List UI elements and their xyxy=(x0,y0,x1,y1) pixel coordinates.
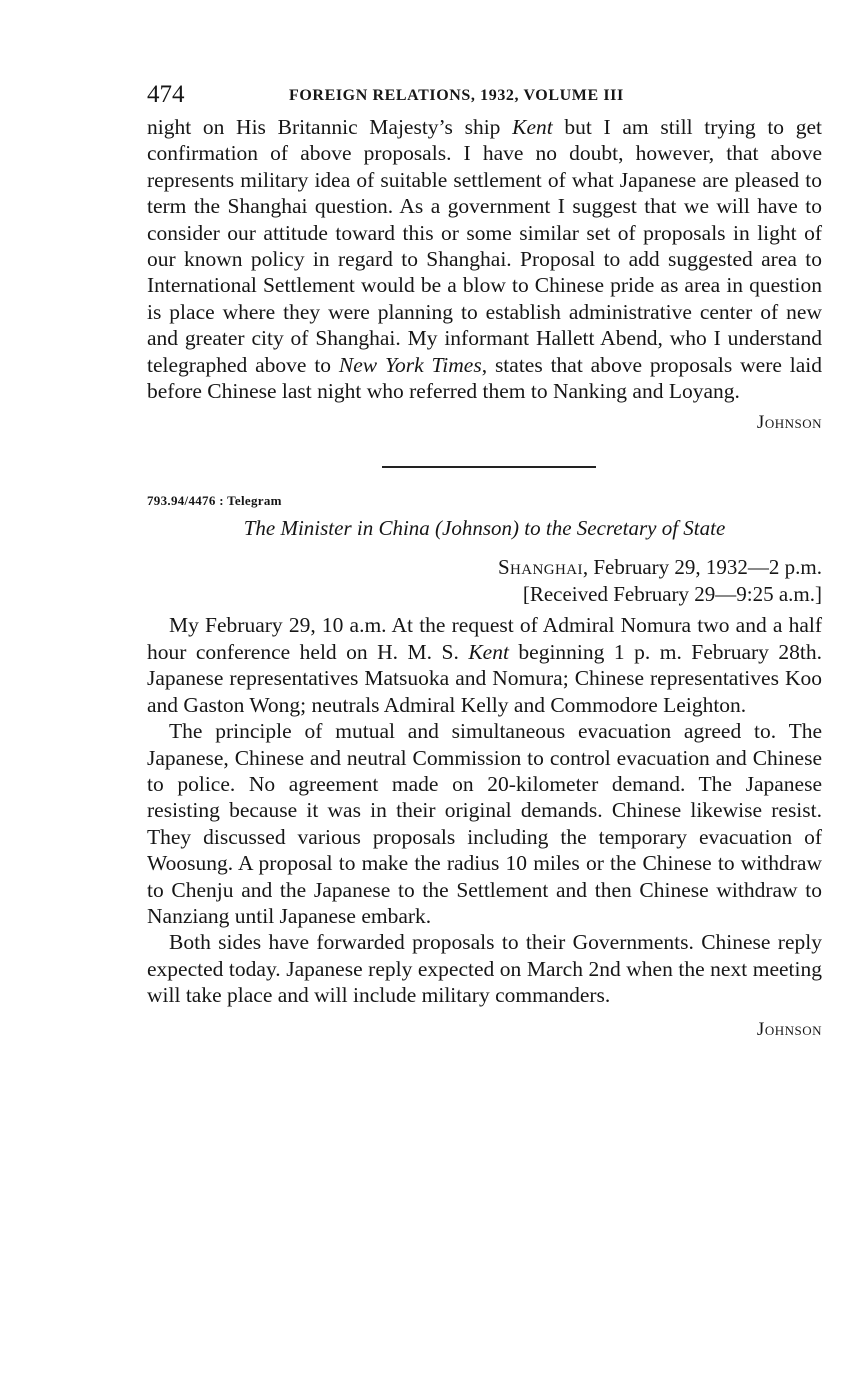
body-paragraph: The principle of mutual and simultaneous evacuation agreed to. The Japanese, Chinese and neutral Commission to control evacuation and Chinese to police. No agreement made on 20-kilometer demand. The Japanese resisting because it was in their original demands. Chinese likewise resist. They discussed various proposals including the temporary evacuation of Woosung. A proposal to make the radius 10 miles or the Chinese to withdraw to Chenju and the Japanese to the Settlement and then Chinese withdraw to Nanziang until Japanese embark. xyxy=(147,719,822,928)
text-run: beginning 1 p. m. February 28th. Japanese representatives Matsuoka and Nomura; Chinese representatives Koo and Gaston Wong; neutrals Admiral Kelly and Commodore Leighton. xyxy=(147,639,822,717)
newspaper-name: New York Times xyxy=(338,352,482,377)
signature: Johnson xyxy=(756,412,822,434)
page-number: 474 xyxy=(147,81,185,108)
ship-name: Kent xyxy=(468,639,509,664)
text-run: night on His Britannic Majesty’s ship xyxy=(147,115,513,139)
document-title: The Minister in China (Johnson) to the Secretary of State xyxy=(243,516,726,541)
body-paragraph: Both sides have forwarded proposals to their Governments. Chinese reply expected today. Japanese reply expected on March 2nd when the next meeting will take place and will include military commanders. xyxy=(147,930,822,1008)
body-paragraph xyxy=(147,612,822,718)
text-run: My February 29, 10 a.m. At the request of Admiral Nomura two and a half hour conference held on H. M. S. xyxy=(147,613,822,664)
file-reference: 793.94/4476 : Telegram xyxy=(147,493,282,509)
section-divider xyxy=(382,466,596,468)
page-header xyxy=(147,80,822,114)
text-run: but I am still trying to get confirmation of above proposals. I have no doubt, however, that above represents military idea of suitable settlement of what Japanese are pleased to term the Shanghai question. As a government I suggest that we will have to consider our attitude toward this or some similar set of proposals in light of our known policy in regard to Shanghai. Proposal to add suggested area to International Settlement would be a blow to Chinese pride as area in question is place where they were planning to establish administrative center of new and greater city of Shanghai. My informant Hallett Abend, who I understand telegraphed above to xyxy=(147,115,822,377)
received-line: [Received February 29—9:25 a.m.] xyxy=(522,582,822,607)
dateline-date: , February 29, 1932—2 p.m. xyxy=(582,555,822,580)
dateline-place: Shanghai xyxy=(497,555,583,580)
dateline xyxy=(147,554,822,581)
continuation-paragraph xyxy=(147,114,822,404)
document-page xyxy=(147,80,822,1043)
text-run: , states that above proposals were laid before Chinese last night who referred them to Nanking and Loyang. xyxy=(147,352,822,404)
running-head: FOREIGN RELATIONS, 1932, VOLUME III xyxy=(289,87,624,104)
signature: Johnson xyxy=(756,1018,822,1040)
ship-name: Kent xyxy=(512,115,553,139)
